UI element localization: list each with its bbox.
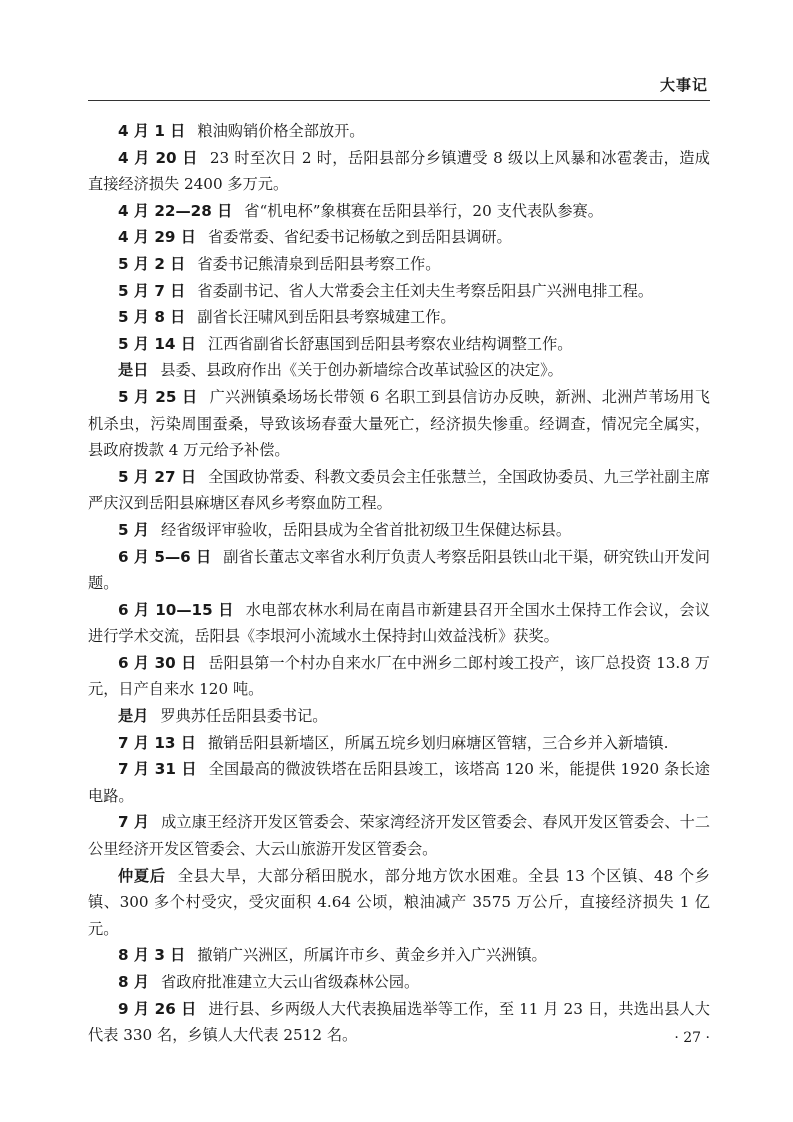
- entry-date: 7 月 13 日: [118, 733, 196, 752]
- chronicle-entry: [88, 198, 710, 225]
- entry-text: 省委书记熊清泉到岳阳县考察工作。: [197, 254, 441, 273]
- chronicle-entry: [88, 863, 710, 943]
- entry-date: 6 月 10—15 日: [118, 600, 234, 619]
- entry-date: 8 月 3 日: [118, 946, 186, 965]
- chronicle-body: [88, 118, 710, 1049]
- entry-date: 是月: [118, 707, 149, 726]
- entry-text: 罗典苏任岳阳县委书记。: [160, 707, 328, 726]
- chronicle-entry: [88, 278, 710, 305]
- entry-text: 23 时至次日 2 时，岳阳县部分乡镇遭受 8 级以上风暴和冰雹袭击，造成直接经济损失 2400 多万元。: [88, 148, 710, 194]
- entry-text: 江西省副省长舒惠国到岳阳县考察农业结构调整工作。: [207, 334, 573, 353]
- entry-text: 成立康王经济开发区管委会、荣家湾经济开发区管委会、春风开发区管委会、十二公里经济开发区管委会、大云山旅游开发区管委会。: [88, 813, 711, 859]
- chronicle-entry: [88, 145, 710, 198]
- entry-date: 5 月 14 日: [118, 334, 196, 353]
- entry-text: 撤销岳阳县新墙区，所属五垸乡划归麻塘区管辖，三合乡并入新墙镇.: [207, 733, 669, 752]
- entry-text: 水电部农林水利局在南昌市新建县召开全国水土保持工作会议，会议进行学术交流，岳阳县《李垠河小流域水土保持封山效益浅析》获奖。: [88, 600, 710, 646]
- entry-date: 5 月 2 日: [118, 254, 186, 273]
- entry-date: 5 月 8 日: [118, 308, 186, 327]
- chronicle-entry: [88, 251, 710, 278]
- chronicle-entry: [88, 969, 710, 996]
- chronicle-entry: [88, 384, 710, 464]
- entry-text: 进行县、乡两级人大代表换届选举等工作，至 11 月 23 日，共选出县人大代表 330 名，乡镇人大代表 2512 名。: [88, 999, 710, 1045]
- chronicle-entry: [88, 703, 710, 730]
- chronicle-entry: [88, 544, 710, 597]
- chronicle-entry: [88, 304, 710, 331]
- entry-text: 省委副书记、省人大常委会主任刘夫生考察岳阳县广兴洲电排工程。: [197, 281, 653, 300]
- entry-date: 4 月 22—28 日: [118, 201, 233, 220]
- entry-text: 副省长汪啸风到岳阳县考察城建工作。: [197, 308, 456, 327]
- entry-date: 8 月: [118, 973, 150, 991]
- entry-text: 省“机电杯”象棋赛在岳阳县举行，20 支代表队参赛。: [244, 201, 603, 220]
- entry-date: 9 月 26 日: [118, 999, 197, 1018]
- page-number: · 27 ·: [674, 1030, 710, 1046]
- chronicle-entry: [88, 331, 710, 358]
- entry-date: 7 月: [118, 813, 150, 832]
- entry-date: 4 月 20 日: [118, 148, 198, 167]
- entry-text: 经省级评审验收，岳阳县成为全省首批初级卫生保健达标县。: [161, 520, 572, 539]
- entry-date: 7 月 31 日: [118, 760, 197, 779]
- entry-text: 省政府批准建立大云山省级森林公园。: [161, 973, 420, 991]
- chronicle-entry: [88, 597, 710, 650]
- entry-text: 撤销广兴洲区，所属许市乡、黄金乡并入广兴洲镇。: [197, 946, 547, 965]
- entry-date: 5 月 7 日: [118, 281, 186, 300]
- entry-text: 全国最高的微波铁塔在岳阳县竣工，该塔高 120 米，能提供 1920 条长途电路。: [88, 760, 710, 805]
- chronicle-entry: [88, 730, 710, 757]
- chronicle-entry: [88, 517, 710, 544]
- entry-date: 4 月 29 日: [118, 228, 196, 247]
- entry-text: 粮油购销价格全部放开。: [197, 122, 365, 140]
- chronicle-entry: [88, 650, 710, 703]
- running-head-section-title: 大事记: [659, 76, 708, 94]
- entry-date: 5 月 27 日: [118, 467, 197, 486]
- entry-text: 岳阳县第一个村办自来水厂在中洲乡二郎村竣工投产，该厂总投资 13.8 万元，日产自来水 120 吨。: [88, 653, 710, 699]
- entry-date: 仲夏后: [118, 866, 166, 885]
- entry-text: 全县大旱，大部分稻田脱水，部分地方饮水困难。全县 13 个区镇、48 个乡镇、300 多个村受灾，受灾面积 4.64 公顷，粮油减产 3575 万公斤，直接经济损失 1 亿元。: [88, 866, 710, 938]
- entry-date: 5 月: [118, 520, 150, 539]
- entry-text: 全国政协常委、科教文委员会主任张慧兰，全国政协委员、九三学社副主席严庆汉到岳阳县麻塘区春风乡考察血防工程。: [88, 467, 710, 513]
- entry-date: 6 月 30 日: [118, 653, 197, 672]
- chronicle-entry: [88, 118, 710, 145]
- entry-text: 省委常委、省纪委书记杨敏之到岳阳县调研。: [207, 228, 512, 247]
- chronicle-entry: [88, 756, 710, 809]
- entry-text: 广兴洲镇桑场场长带领 6 名职工到县信访办反映，新洲、北洲芦苇场用飞机杀虫，污染周围蚕桑，导致该场春蚕大量死亡，经济损失惨重。经调查，情况完全属实，县政府拨款 4 万元给予补偿。: [88, 387, 710, 460]
- chronicle-entry: [88, 357, 710, 384]
- entry-text: 副省长董志文率省水利厅负责人考察岳阳县铁山北干渠，研究铁山开发问题。: [88, 547, 710, 593]
- header-divider: [88, 100, 710, 101]
- chronicle-entry: [88, 809, 710, 862]
- entry-date: 4 月 1 日: [118, 122, 186, 140]
- entry-date: 是日: [118, 361, 149, 380]
- chronicle-entry: [88, 464, 710, 517]
- chronicle-entry: [88, 224, 710, 251]
- entry-date: 6 月 5—6 日: [118, 547, 212, 566]
- chronicle-entry: [88, 942, 710, 969]
- entry-date: 5 月 25 日: [118, 387, 198, 406]
- entry-text: 县委、县政府作出《关于创办新墙综合改革试验区的决定》。: [160, 361, 563, 380]
